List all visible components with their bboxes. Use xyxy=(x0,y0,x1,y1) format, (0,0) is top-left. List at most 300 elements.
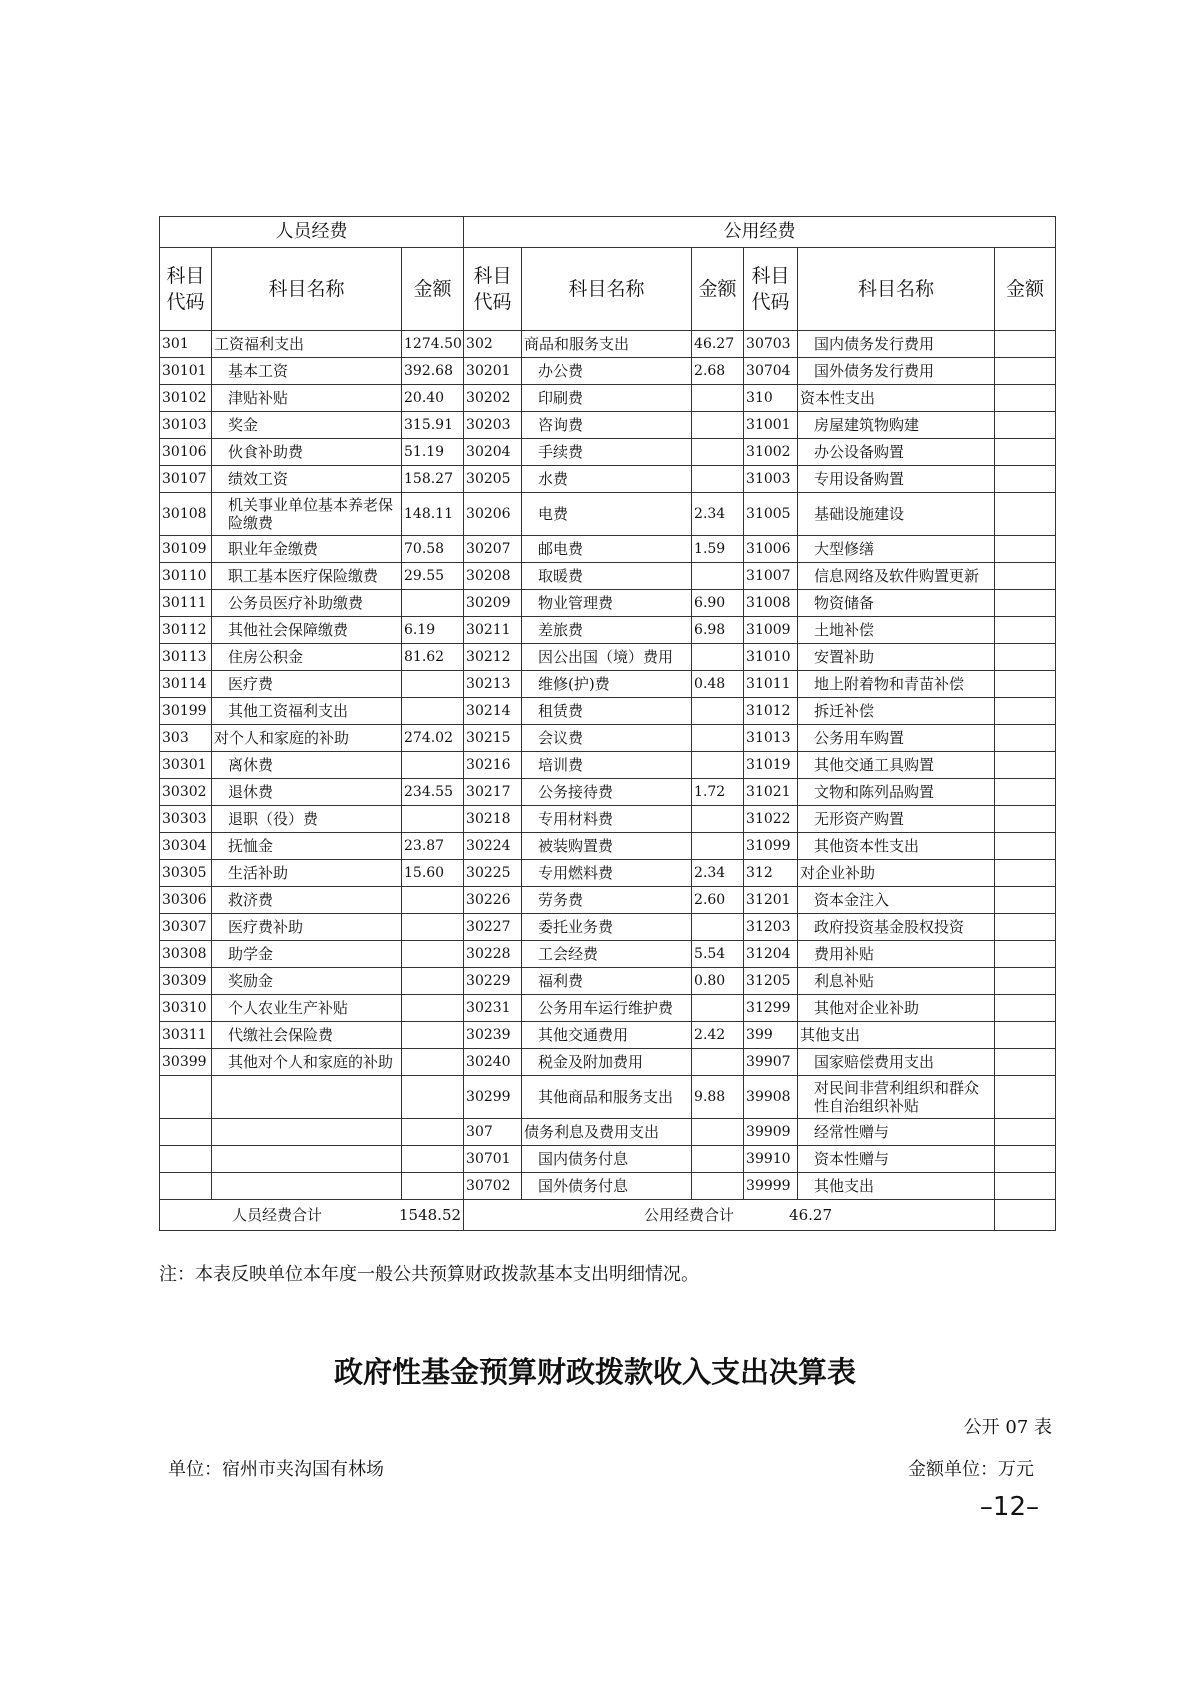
amount xyxy=(995,358,1056,385)
amount xyxy=(995,439,1056,466)
subject-name: 公务用车运行维护费 xyxy=(522,995,692,1022)
subject-code: 30240 xyxy=(464,1049,522,1076)
subject-name: 房屋建筑物购建 xyxy=(798,412,995,439)
subject-name: 政府投资基金股权投资 xyxy=(798,914,995,941)
subject-name: 手续费 xyxy=(522,439,692,466)
amount xyxy=(995,466,1056,493)
amount xyxy=(995,1146,1056,1173)
subject-code: 30225 xyxy=(464,860,522,887)
subject-code xyxy=(160,1119,212,1146)
table-row xyxy=(160,698,1056,725)
subject-name: 机关事业单位基本养老保险缴费 xyxy=(212,493,402,536)
amount xyxy=(402,914,464,941)
amount xyxy=(995,493,1056,536)
subject-code: 30303 xyxy=(160,806,212,833)
subject-code: 30703 xyxy=(744,331,798,358)
subject-code: 31001 xyxy=(744,412,798,439)
subject-name: 国家赔偿费用支出 xyxy=(798,1049,995,1076)
subject-code: 31003 xyxy=(744,466,798,493)
subject-name: 津贴补贴 xyxy=(212,385,402,412)
amount xyxy=(402,941,464,968)
subject-name: 其他商品和服务支出 xyxy=(522,1076,692,1119)
section-personnel: 人员经费 xyxy=(160,217,464,248)
amount xyxy=(402,1022,464,1049)
subject-code: 31012 xyxy=(744,698,798,725)
subject-name: 专用设备购置 xyxy=(798,466,995,493)
subject-name: 物业管理费 xyxy=(522,590,692,617)
amount xyxy=(402,671,464,698)
subject-code: 399 xyxy=(744,1022,798,1049)
subject-name: 生活补助 xyxy=(212,860,402,887)
amount xyxy=(995,941,1056,968)
subject-code: 39907 xyxy=(744,1049,798,1076)
table-row xyxy=(160,536,1056,563)
amount: 1.72 xyxy=(692,779,744,806)
amount xyxy=(995,412,1056,439)
subject-name: 伙食补助费 xyxy=(212,439,402,466)
amount xyxy=(692,1119,744,1146)
amount xyxy=(402,995,464,1022)
subject-name: 专用燃料费 xyxy=(522,860,692,887)
amount: 2.34 xyxy=(692,493,744,536)
table-row xyxy=(160,995,1056,1022)
subject-code: 30102 xyxy=(160,385,212,412)
amount xyxy=(995,995,1056,1022)
amount xyxy=(995,887,1056,914)
amount: 2.42 xyxy=(692,1022,744,1049)
subject-name: 因公出国（境）费用 xyxy=(522,644,692,671)
subject-code: 307 xyxy=(464,1119,522,1146)
subject-code: 30201 xyxy=(464,358,522,385)
amount: 2.68 xyxy=(692,358,744,385)
subject-name: 信息网络及软件购置更新 xyxy=(798,563,995,590)
subject-name: 助学金 xyxy=(212,941,402,968)
subject-code: 30203 xyxy=(464,412,522,439)
amount xyxy=(995,914,1056,941)
subject-name: 工会经费 xyxy=(522,941,692,968)
amount xyxy=(995,1049,1056,1076)
amount xyxy=(692,644,744,671)
subject-name: 地上附着物和青苗补偿 xyxy=(798,671,995,698)
table-row xyxy=(160,833,1056,860)
subject-name: 印刷费 xyxy=(522,385,692,412)
subject-name xyxy=(212,1119,402,1146)
subject-code: 30199 xyxy=(160,698,212,725)
subject-name: 国外债务发行费用 xyxy=(798,358,995,385)
table-row xyxy=(160,466,1056,493)
amount xyxy=(692,833,744,860)
subject-code: 31022 xyxy=(744,806,798,833)
subject-code: 30239 xyxy=(464,1022,522,1049)
table-row xyxy=(160,617,1056,644)
subject-code: 30215 xyxy=(464,725,522,752)
subject-name: 职工基本医疗保险缴费 xyxy=(212,563,402,590)
table-row xyxy=(160,860,1056,887)
amount xyxy=(995,617,1056,644)
amount xyxy=(692,725,744,752)
subject-name: 其他支出 xyxy=(798,1173,995,1200)
table-row xyxy=(160,752,1056,779)
subject-name: 奖金 xyxy=(212,412,402,439)
subject-name: 对企业补助 xyxy=(798,860,995,887)
subject-name: 安置补助 xyxy=(798,644,995,671)
subject-name: 对民间非营利组织和群众性自治组织补贴 xyxy=(798,1076,995,1119)
amount xyxy=(995,331,1056,358)
table-row xyxy=(160,644,1056,671)
subject-code: 30701 xyxy=(464,1146,522,1173)
subject-name: 取暖费 xyxy=(522,563,692,590)
subject-code: 30113 xyxy=(160,644,212,671)
subject-name: 个人农业生产补贴 xyxy=(212,995,402,1022)
subject-code: 31006 xyxy=(744,536,798,563)
subject-name: 利息补贴 xyxy=(798,968,995,995)
amount xyxy=(402,887,464,914)
subject-name: 救济费 xyxy=(212,887,402,914)
amount xyxy=(692,412,744,439)
public-total-value: 46.27 xyxy=(789,1206,832,1224)
table-row xyxy=(160,439,1056,466)
amount: 274.02 xyxy=(402,725,464,752)
amount: 2.60 xyxy=(692,887,744,914)
table-row xyxy=(160,563,1056,590)
subject-name: 其他资本性支出 xyxy=(798,833,995,860)
subject-code: 39908 xyxy=(744,1076,798,1119)
amount xyxy=(692,698,744,725)
header-amount: 金额 xyxy=(402,248,464,331)
subject-code: 310 xyxy=(744,385,798,412)
subject-name: 对个人和家庭的补助 xyxy=(212,725,402,752)
subject-name: 医疗费补助 xyxy=(212,914,402,941)
amount xyxy=(995,563,1056,590)
header-code: 科目代码 xyxy=(744,248,798,331)
subject-code: 30207 xyxy=(464,536,522,563)
subject-name: 国内债务发行费用 xyxy=(798,331,995,358)
subject-code: 31005 xyxy=(744,493,798,536)
subject-name: 费用补贴 xyxy=(798,941,995,968)
subject-name: 抚恤金 xyxy=(212,833,402,860)
subject-name: 商品和服务支出 xyxy=(522,331,692,358)
subject-code: 30302 xyxy=(160,779,212,806)
subject-code: 30214 xyxy=(464,698,522,725)
subject-code: 30704 xyxy=(744,358,798,385)
subject-code: 30217 xyxy=(464,779,522,806)
subject-code: 31203 xyxy=(744,914,798,941)
subject-name: 土地补偿 xyxy=(798,617,995,644)
subject-code: 31009 xyxy=(744,617,798,644)
amount xyxy=(995,590,1056,617)
amount: 51.19 xyxy=(402,439,464,466)
subject-code: 31010 xyxy=(744,644,798,671)
subject-name: 物资储备 xyxy=(798,590,995,617)
amount xyxy=(995,1076,1056,1119)
public-total-amount-cell xyxy=(995,1200,1056,1231)
amount: 70.58 xyxy=(402,536,464,563)
subject-code: 301 xyxy=(160,331,212,358)
table-row xyxy=(160,1022,1056,1049)
subject-code: 30301 xyxy=(160,752,212,779)
table-row xyxy=(160,1049,1056,1076)
amount xyxy=(995,968,1056,995)
amount: 148.11 xyxy=(402,493,464,536)
amount xyxy=(995,698,1056,725)
subject-name: 劳务费 xyxy=(522,887,692,914)
subject-name: 公务接待费 xyxy=(522,779,692,806)
subject-name: 办公设备购置 xyxy=(798,439,995,466)
subject-name: 经常性赠与 xyxy=(798,1119,995,1146)
amount: 15.60 xyxy=(402,860,464,887)
amount: 9.88 xyxy=(692,1076,744,1119)
amount xyxy=(692,914,744,941)
amount xyxy=(692,1146,744,1173)
subject-code: 30307 xyxy=(160,914,212,941)
subject-code: 30702 xyxy=(464,1173,522,1200)
subject-code: 30218 xyxy=(464,806,522,833)
subject-code: 30204 xyxy=(464,439,522,466)
table-row xyxy=(160,590,1056,617)
amount: 29.55 xyxy=(402,563,464,590)
table-row xyxy=(160,412,1056,439)
amount xyxy=(692,1173,744,1200)
amount xyxy=(995,385,1056,412)
amount: 2.34 xyxy=(692,860,744,887)
amount: 6.90 xyxy=(692,590,744,617)
subject-code: 30228 xyxy=(464,941,522,968)
subject-code: 31021 xyxy=(744,779,798,806)
personnel-total-value: 1548.52 xyxy=(399,1206,462,1224)
table-note: 注：本表反映单位本年度一般公共预算财政拨款基本支出明细情况。 xyxy=(159,1264,699,1285)
subject-code: 30211 xyxy=(464,617,522,644)
amount: 46.27 xyxy=(692,331,744,358)
table-row xyxy=(160,806,1056,833)
subject-code: 30114 xyxy=(160,671,212,698)
subject-code: 31013 xyxy=(744,725,798,752)
amount xyxy=(692,806,744,833)
table-row xyxy=(160,1173,1056,1200)
table-row xyxy=(160,941,1056,968)
subject-name: 维修(护)费 xyxy=(522,671,692,698)
subject-name xyxy=(212,1146,402,1173)
amount xyxy=(995,1173,1056,1200)
subject-name: 离休费 xyxy=(212,752,402,779)
header-amount: 金额 xyxy=(692,248,744,331)
subject-name: 税金及附加费用 xyxy=(522,1049,692,1076)
subject-name: 水费 xyxy=(522,466,692,493)
subject-name: 大型修缮 xyxy=(798,536,995,563)
subject-code: 30224 xyxy=(464,833,522,860)
subject-name: 无形资产购置 xyxy=(798,806,995,833)
subject-name: 职业年金缴费 xyxy=(212,536,402,563)
amount xyxy=(402,1049,464,1076)
amount: 158.27 xyxy=(402,466,464,493)
table-row xyxy=(160,385,1056,412)
subject-code: 30229 xyxy=(464,968,522,995)
subject-code xyxy=(160,1076,212,1119)
subject-name: 委托业务费 xyxy=(522,914,692,941)
subject-code: 30111 xyxy=(160,590,212,617)
header-name: 科目名称 xyxy=(798,248,995,331)
subject-code: 30209 xyxy=(464,590,522,617)
subject-code: 30103 xyxy=(160,412,212,439)
subject-name: 国内债务付息 xyxy=(522,1146,692,1173)
subject-name: 资本性支出 xyxy=(798,385,995,412)
public-total xyxy=(464,1200,995,1231)
subject-name xyxy=(212,1076,402,1119)
subject-name: 差旅费 xyxy=(522,617,692,644)
amount xyxy=(692,439,744,466)
amount xyxy=(692,1049,744,1076)
subject-name: 其他支出 xyxy=(798,1022,995,1049)
personnel-total-label: 人员经费合计 xyxy=(232,1206,323,1224)
subject-name: 其他工资福利支出 xyxy=(212,698,402,725)
section-public: 公用经费 xyxy=(464,217,1056,248)
subject-code: 30299 xyxy=(464,1076,522,1119)
amount: 5.54 xyxy=(692,941,744,968)
amount: 234.55 xyxy=(402,779,464,806)
subject-name: 代缴社会保险费 xyxy=(212,1022,402,1049)
amount: 0.48 xyxy=(692,671,744,698)
subject-code: 30206 xyxy=(464,493,522,536)
subject-code: 302 xyxy=(464,331,522,358)
subject-name: 其他交通费用 xyxy=(522,1022,692,1049)
subject-code: 30110 xyxy=(160,563,212,590)
subject-name: 住房公积金 xyxy=(212,644,402,671)
subject-code: 30309 xyxy=(160,968,212,995)
table-row xyxy=(160,1146,1056,1173)
table-row xyxy=(160,779,1056,806)
subject-name: 退休费 xyxy=(212,779,402,806)
totals-row xyxy=(160,1200,1056,1231)
amount-unit-label: 金额单位：万元 xyxy=(908,1459,1034,1480)
subject-code: 30205 xyxy=(464,466,522,493)
subject-name: 电费 xyxy=(522,493,692,536)
subject-code: 39910 xyxy=(744,1146,798,1173)
amount xyxy=(995,860,1056,887)
subject-name: 资本性赠与 xyxy=(798,1146,995,1173)
subject-name: 国外债务付息 xyxy=(522,1173,692,1200)
amount xyxy=(995,1022,1056,1049)
subject-code: 30310 xyxy=(160,995,212,1022)
table-row xyxy=(160,725,1056,752)
table-row xyxy=(160,671,1056,698)
amount: 81.62 xyxy=(402,644,464,671)
subject-code: 30202 xyxy=(464,385,522,412)
subject-name: 会议费 xyxy=(522,725,692,752)
subject-name: 其他对企业补助 xyxy=(798,995,995,1022)
amount: 23.87 xyxy=(402,833,464,860)
amount xyxy=(995,1119,1056,1146)
subject-code: 30101 xyxy=(160,358,212,385)
subject-code: 31204 xyxy=(744,941,798,968)
header-name: 科目名称 xyxy=(212,248,402,331)
amount xyxy=(995,752,1056,779)
amount xyxy=(402,752,464,779)
subject-code: 30226 xyxy=(464,887,522,914)
unit-label: 单位：宿州市夹沟国有林场 xyxy=(168,1459,384,1480)
header-code: 科目代码 xyxy=(464,248,522,331)
header-amount: 金额 xyxy=(995,248,1056,331)
subject-name: 租赁费 xyxy=(522,698,692,725)
subject-code: 30107 xyxy=(160,466,212,493)
amount xyxy=(692,752,744,779)
public-total-label: 公用经费合计 xyxy=(644,1206,735,1224)
table-row xyxy=(160,331,1056,358)
table-row xyxy=(160,493,1056,536)
amount xyxy=(995,536,1056,563)
subject-name: 办公费 xyxy=(522,358,692,385)
amount: 20.40 xyxy=(402,385,464,412)
subject-name: 资本金注入 xyxy=(798,887,995,914)
table-row xyxy=(160,968,1056,995)
subject-code: 30109 xyxy=(160,536,212,563)
subject-code: 31201 xyxy=(744,887,798,914)
subject-name: 工资福利支出 xyxy=(212,331,402,358)
amount xyxy=(692,385,744,412)
subject-name: 公务员医疗补助缴费 xyxy=(212,590,402,617)
amount: 0.80 xyxy=(692,968,744,995)
amount xyxy=(402,1119,464,1146)
basic-expenditure-table xyxy=(159,216,1056,1231)
amount: 1.59 xyxy=(692,536,744,563)
subject-name: 其他社会保障缴费 xyxy=(212,617,402,644)
subject-code: 303 xyxy=(160,725,212,752)
subject-code: 31205 xyxy=(744,968,798,995)
table-row xyxy=(160,1119,1056,1146)
subject-code: 31299 xyxy=(744,995,798,1022)
header-name: 科目名称 xyxy=(522,248,692,331)
subject-code: 30213 xyxy=(464,671,522,698)
subject-code: 30304 xyxy=(160,833,212,860)
subject-name: 医疗费 xyxy=(212,671,402,698)
amount xyxy=(995,671,1056,698)
page-number: –12– xyxy=(979,1492,1039,1522)
subject-name: 福利费 xyxy=(522,968,692,995)
amount xyxy=(995,833,1056,860)
subject-code: 30399 xyxy=(160,1049,212,1076)
subject-code: 30227 xyxy=(464,914,522,941)
subject-code: 30212 xyxy=(464,644,522,671)
amount xyxy=(692,563,744,590)
amount: 392.68 xyxy=(402,358,464,385)
amount xyxy=(995,806,1056,833)
subject-code: 30208 xyxy=(464,563,522,590)
subject-code: 39909 xyxy=(744,1119,798,1146)
amount: 6.19 xyxy=(402,617,464,644)
table-row xyxy=(160,887,1056,914)
subject-name: 邮电费 xyxy=(522,536,692,563)
subject-name xyxy=(212,1173,402,1200)
subject-code: 30112 xyxy=(160,617,212,644)
amount xyxy=(402,698,464,725)
subject-code: 30231 xyxy=(464,995,522,1022)
amount xyxy=(995,779,1056,806)
amount: 1274.50 xyxy=(402,331,464,358)
subject-name: 专用材料费 xyxy=(522,806,692,833)
subject-name: 绩效工资 xyxy=(212,466,402,493)
subject-code: 30108 xyxy=(160,493,212,536)
amount xyxy=(995,725,1056,752)
subject-code: 30306 xyxy=(160,887,212,914)
amount: 6.98 xyxy=(692,617,744,644)
subject-code xyxy=(160,1173,212,1200)
amount xyxy=(402,1146,464,1173)
subject-code: 30305 xyxy=(160,860,212,887)
subject-code: 31019 xyxy=(744,752,798,779)
subject-code: 30308 xyxy=(160,941,212,968)
subject-name: 基本工资 xyxy=(212,358,402,385)
form-number: 公开 07 表 xyxy=(963,1417,1052,1438)
subject-code: 30311 xyxy=(160,1022,212,1049)
amount xyxy=(402,968,464,995)
